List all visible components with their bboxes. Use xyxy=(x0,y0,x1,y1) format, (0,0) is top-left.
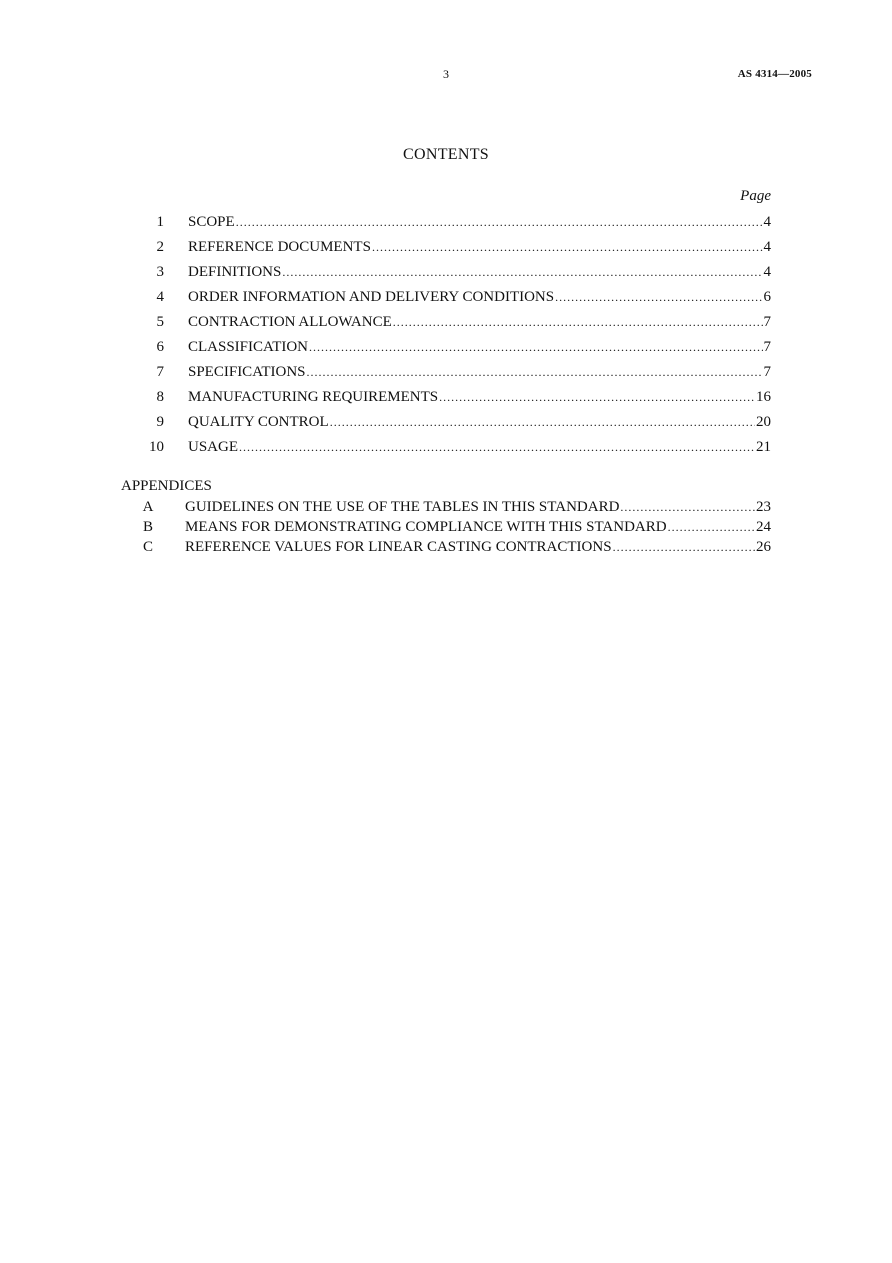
appendix-letter: A xyxy=(142,499,154,515)
toc-entry-page: 4 xyxy=(763,214,771,230)
toc-entry-page: 20 xyxy=(756,414,771,430)
toc-entry-title: ORDER INFORMATION AND DELIVERY CONDITIONS xyxy=(188,289,555,305)
page-number: 3 xyxy=(443,67,449,81)
appendix-entry-line xyxy=(185,517,771,537)
toc-entry-number: 3 xyxy=(156,264,164,280)
dot-leader xyxy=(668,517,755,537)
dot-leader xyxy=(393,312,763,332)
dot-leader xyxy=(555,287,762,307)
toc-entry[interactable] xyxy=(0,387,892,412)
toc-entry-line xyxy=(188,412,771,432)
appendix-letter: B xyxy=(142,519,153,535)
toc-entry[interactable] xyxy=(0,362,892,387)
toc-entry-line xyxy=(188,387,771,407)
dot-leader xyxy=(307,362,763,382)
toc-entry[interactable] xyxy=(0,237,892,262)
toc-entry[interactable] xyxy=(0,287,892,312)
appendix-list xyxy=(0,497,892,557)
toc-entry-line xyxy=(188,212,771,232)
appendix-entry[interactable] xyxy=(0,497,892,517)
appendix-entry-line xyxy=(185,497,771,517)
toc-entry[interactable] xyxy=(0,212,892,237)
toc-entry-line xyxy=(188,362,771,382)
toc-entry-number: 2 xyxy=(156,239,164,255)
toc-entry-number: 9 xyxy=(156,414,164,430)
toc-entry-title: SPECIFICATIONS xyxy=(188,364,306,380)
appendix-page: 24 xyxy=(756,519,771,535)
toc-entry[interactable] xyxy=(0,312,892,337)
toc-entry-title: USAGE xyxy=(188,439,239,455)
toc-entry[interactable] xyxy=(0,337,892,362)
appendix-title: GUIDELINES ON THE USE OF THE TABLES IN THIS STANDARD xyxy=(185,499,620,515)
dot-leader xyxy=(613,537,755,557)
toc-entry-number: 7 xyxy=(156,364,164,380)
appendix-entry-line xyxy=(185,537,771,557)
appendix-entry[interactable] xyxy=(0,517,892,537)
toc-entry-number: 5 xyxy=(156,314,164,330)
dot-leader xyxy=(620,497,755,517)
appendices-heading: APPENDICES xyxy=(121,478,212,494)
document-code: AS 4314—2005 xyxy=(737,68,812,80)
toc-entry-page: 7 xyxy=(763,364,771,380)
page-column-heading: Page xyxy=(740,188,771,204)
toc-entry-number: 1 xyxy=(156,214,164,230)
dot-leader xyxy=(282,262,762,282)
toc-entry-title: MANUFACTURING REQUIREMENTS xyxy=(188,389,439,405)
toc-entry-page: 21 xyxy=(756,439,771,455)
appendix-title: REFERENCE VALUES FOR LINEAR CASTING CONTRACTIONS xyxy=(185,539,612,555)
toc-entry-title: QUALITY CONTROL xyxy=(188,414,329,430)
dot-leader xyxy=(439,387,755,407)
toc-entry-title: REFERENCE DOCUMENTS xyxy=(188,239,371,255)
toc-entry-line xyxy=(188,337,771,357)
table-of-contents xyxy=(0,212,892,462)
toc-entry-number: 10 xyxy=(149,439,164,455)
toc-entry[interactable] xyxy=(0,412,892,437)
toc-entry-title: DEFINITIONS xyxy=(188,264,282,280)
toc-entry-title: CLASSIFICATION xyxy=(188,339,309,355)
toc-entry-line xyxy=(188,237,771,257)
toc-entry-line xyxy=(188,287,771,307)
toc-entry-page: 4 xyxy=(763,239,771,255)
toc-entry-title: CONTRACTION ALLOWANCE xyxy=(188,314,392,330)
appendix-title: MEANS FOR DEMONSTRATING COMPLIANCE WITH THIS STANDARD xyxy=(185,519,667,535)
toc-entry-number: 6 xyxy=(156,339,164,355)
toc-entry-number: 8 xyxy=(156,389,164,405)
toc-entry[interactable] xyxy=(0,262,892,287)
toc-entry-line xyxy=(188,437,771,457)
toc-entry-page: 6 xyxy=(763,289,771,305)
appendix-letter: C xyxy=(142,539,153,555)
toc-entry-line xyxy=(188,312,771,332)
appendix-page: 23 xyxy=(756,499,771,515)
dot-leader xyxy=(236,212,763,232)
toc-entry-number: 4 xyxy=(156,289,164,305)
dot-leader xyxy=(309,337,762,357)
appendix-page: 26 xyxy=(756,539,771,555)
toc-entry-page: 7 xyxy=(763,314,771,330)
toc-entry-line xyxy=(188,262,771,282)
toc-entry-page: 4 xyxy=(763,264,771,280)
dot-leader xyxy=(330,412,755,432)
toc-entry-page: 7 xyxy=(763,339,771,355)
dot-leader xyxy=(372,237,763,257)
appendix-entry[interactable] xyxy=(0,537,892,557)
dot-leader xyxy=(239,437,755,457)
toc-entry-page: 16 xyxy=(756,389,771,405)
toc-entry-title: SCOPE xyxy=(188,214,235,230)
toc-entry[interactable] xyxy=(0,437,892,462)
contents-title: CONTENTS xyxy=(403,146,489,163)
